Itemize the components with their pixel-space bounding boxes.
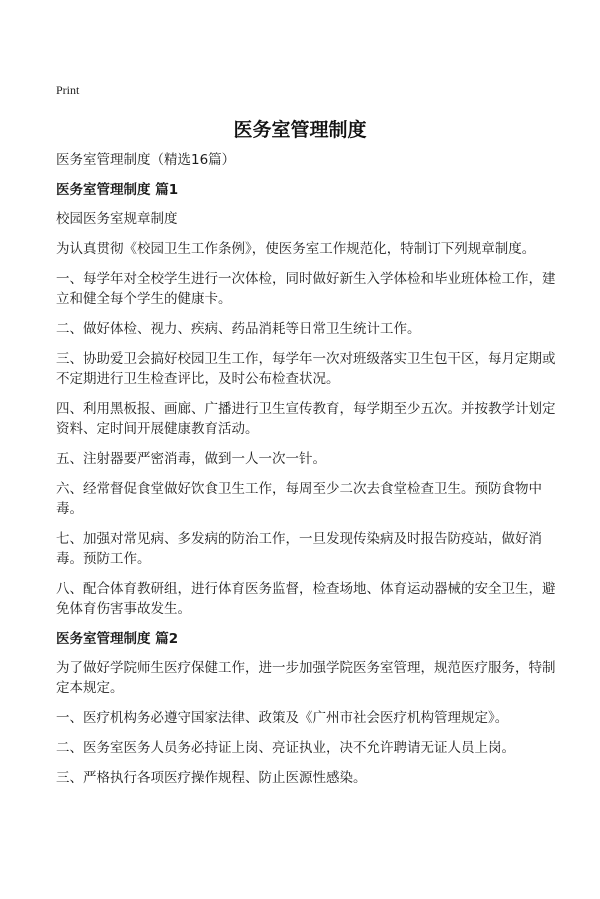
print-link[interactable]: Print [56, 83, 80, 97]
page-title: 医务室管理制度 [233, 119, 367, 141]
article-subtitle: 医务室管理制度（精选16篇） [56, 152, 236, 168]
paragraph: 为认真贯彻《校园卫生工作条例》，使医务室工作规范化，特制订下列规章制度。 [56, 241, 536, 257]
paragraph: 一、医疗机构务必遵守国家法律、政策及《广州市社会医疗机构管理规定》。 [56, 710, 509, 726]
section-1 [56, 180, 556, 619]
paragraph: 二、做好体检、视力、疾病、药品消耗等日常卫生统计工作。 [56, 321, 421, 337]
paragraph: 一、每学年对全校学生进行一次体检，同时做好新生入学体检和毕业班体检工作，建立和健全每个学生的健康卡。 [56, 271, 556, 307]
paragraph: 三、协助爱卫会搞好校园卫生工作，每学年一次对班级落实卫生包干区，每月定期或不定期进行卫生检查评比，及时公布检查状况。 [56, 351, 556, 387]
section-2 [56, 629, 556, 788]
paragraph: 八、配合体育教研组，进行体育医务监督，检查场地、体育运动器械的安全卫生，避免体育伤害事故发生。 [56, 581, 556, 617]
article-body [56, 150, 556, 798]
paragraph: 四、利用黑板报、画廊、广播进行卫生宣传教育，每学期至少五次。并按教学计划定资料、定时间开展健康教育活动。 [56, 401, 556, 437]
paragraph: 六、经常督促食堂做好饮食卫生工作，每周至少二次去食堂检查卫生。预防食物中毒。 [56, 481, 542, 517]
paragraph: 三、严格执行各项医疗操作规程、防止医源性感染。 [56, 770, 367, 786]
paragraph: 五、注射器要严密消毒，做到一人一次一针。 [56, 451, 326, 467]
paragraph: 七、加强对常见病、多发病的防治工作，一旦发现传染病及时报告防疫站，做好消毒。预防工作。 [56, 531, 542, 567]
section-heading: 医务室管理制度 篇1 [56, 182, 179, 198]
paragraph: 为了做好学院师生医疗保健工作，进一步加强学院医务室管理，规范医疗服务，特制定本规定。 [56, 660, 556, 696]
section-heading: 医务室管理制度 篇2 [56, 631, 179, 647]
paragraph: 二、医务室医务人员务必持证上岗、亮证执业，决不允许聘请无证人员上岗。 [56, 740, 515, 756]
paragraph: 校园医务室规章制度 [56, 211, 178, 227]
